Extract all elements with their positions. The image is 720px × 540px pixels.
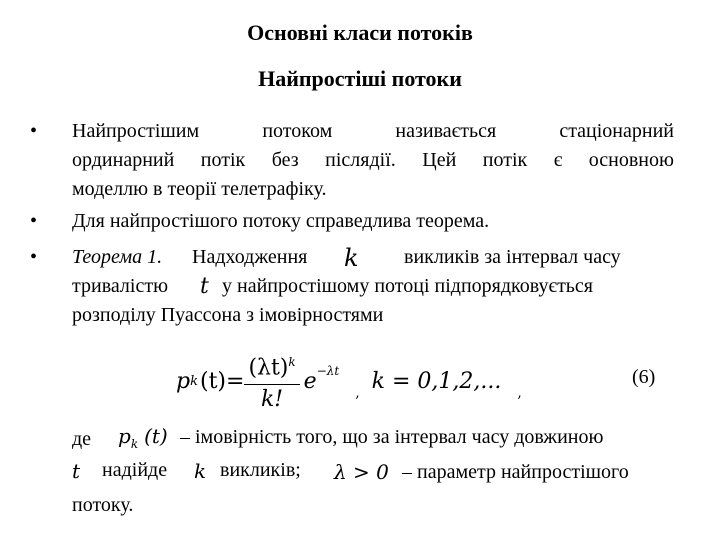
theorem-text-b: викликів за інтервал часу	[404, 246, 621, 268]
theorem-label: Теорема 1.	[72, 246, 163, 268]
formula-p: p	[176, 368, 191, 394]
bullet-3-marker: •	[30, 246, 38, 268]
explain-nadiyde: надійде	[102, 459, 168, 481]
formula-lhs-arg: (t)=	[199, 368, 245, 394]
word: потік	[482, 149, 528, 171]
formula-num-base: (λt)	[248, 355, 289, 381]
word: стаціонарний	[559, 120, 674, 142]
explain-last: потоку.	[72, 494, 134, 516]
formula-comma-1: ,	[355, 385, 360, 401]
poisson-formula	[176, 346, 522, 416]
word: основною	[588, 149, 674, 171]
explain-p-arg: (t)	[144, 424, 168, 448]
explain-lambda: λ > 0	[334, 460, 389, 484]
bullet-1-marker: •	[30, 120, 38, 142]
explain-k-symbol: k	[194, 459, 207, 483]
word: Цей	[422, 149, 457, 171]
word: ординарний	[72, 149, 175, 171]
page-subtitle: Найпростіші потоки	[258, 66, 462, 91]
formula-k-range: k = 0,1,2,...	[371, 368, 502, 394]
page-title: Основні класи потоків	[247, 20, 473, 45]
formula-exp-base: e	[303, 368, 317, 394]
word: без	[271, 149, 299, 171]
formula-denominator: k!	[260, 386, 284, 412]
explain-de: де	[72, 428, 92, 450]
formula-comma-2: ,	[517, 385, 522, 401]
t-symbol: t	[200, 274, 209, 299]
formula-exp-sup: −λt	[316, 364, 340, 378]
explain-pk-symbol	[118, 424, 168, 451]
theorem-line-3: розподілу Пуассона з імовірностями	[72, 304, 384, 326]
theorem-text-a: Надходження	[192, 246, 308, 268]
word: потоком	[262, 120, 333, 142]
formula-num-sup: k	[288, 355, 296, 370]
explain-p: p	[118, 424, 131, 448]
bullet-1-line-1	[72, 120, 674, 143]
explain-t-symbol: t	[72, 459, 81, 483]
bullet-1-line-2	[72, 149, 674, 172]
explain-p-sub: k	[130, 437, 139, 451]
formula-numerator	[244, 347, 299, 384]
explain-text-2: – параметр найпростішого	[402, 461, 629, 483]
formula-p-sub: k	[190, 373, 198, 389]
word: потік	[200, 149, 246, 171]
word: є	[553, 149, 563, 171]
word: післядії.	[325, 149, 396, 171]
bullet-2-text: Для найпростішого потоку справедлива теорема.	[72, 210, 490, 232]
bullet-2-marker: •	[30, 210, 38, 232]
formula-fraction	[244, 347, 299, 414]
word: Найпростішим	[72, 120, 200, 142]
equation-number: (6)	[632, 366, 656, 388]
word: називається	[395, 120, 497, 142]
k-symbol: k	[344, 244, 359, 272]
theorem-line-2a: тривалістю	[72, 275, 169, 297]
explain-viklikiv: викликів;	[220, 459, 301, 481]
theorem-line-2b: у найпростішому потоці підпорядковується	[222, 275, 594, 297]
explain-text-1: – імовірність того, що за інтервал часу довжиною	[180, 426, 604, 448]
bullet-1-line-3: моделлю в теорії телетрафіку.	[72, 178, 327, 200]
